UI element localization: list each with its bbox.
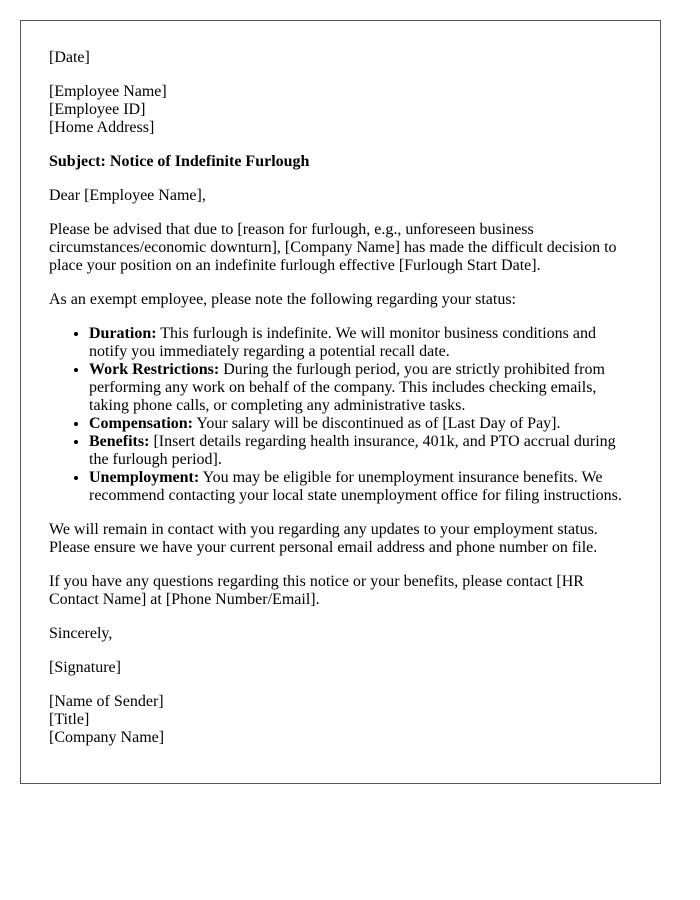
list-item xyxy=(89,469,632,505)
item-text: During the furlough period, you are strictly prohibited from performing any work on behalf of the company. This includes checking emails, taking phone calls, or completing any administrative tasks. xyxy=(89,361,605,414)
salutation: Dear [Employee Name], xyxy=(49,187,206,204)
list-item xyxy=(89,415,632,433)
subject-line xyxy=(49,153,632,171)
sender-block xyxy=(49,693,632,747)
closing: Sincerely, xyxy=(49,625,113,642)
sender-title: [Title] xyxy=(49,711,90,728)
item-text: You may be eligible for unemployment insurance benefits. We recommend contacting your local state unemployment office for filing instructions. xyxy=(89,469,622,504)
list-intro: As an exempt employee, please note the following regarding your status: xyxy=(49,291,516,308)
recipient-block xyxy=(49,83,632,137)
item-text: [Insert details regarding health insurance, 401k, and PTO accrual during the furlough period]. xyxy=(89,433,616,468)
signature: [Signature] xyxy=(49,659,121,676)
intro-paragraph: Please be advised that due to [reason for furlough, e.g., unforeseen business circumstances/economic downturn], [Company Name] has made the difficult decision to place your position on an indefinite furlough effective [Furlough Start Date]. xyxy=(49,221,617,274)
contact-paragraph: We will remain in contact with you regarding any updates to your employment status. Please ensure we have your current personal email address and phone number on file. xyxy=(49,521,598,556)
item-label: Duration: xyxy=(89,325,157,342)
furlough-letter xyxy=(20,20,661,784)
date: [Date] xyxy=(49,49,90,66)
list-item xyxy=(89,325,632,361)
item-label: Work Restrictions: xyxy=(89,361,220,378)
subject-text: Subject: Notice of Indefinite Furlough xyxy=(49,153,310,170)
questions-paragraph: If you have any questions regarding this notice or your benefits, please contact [HR Contact Name] at [Phone Number/Email]. xyxy=(49,573,584,608)
sender-company: [Company Name] xyxy=(49,729,165,746)
list-item xyxy=(89,361,632,415)
status-list xyxy=(49,325,632,505)
recipient-name: [Employee Name] xyxy=(49,83,167,100)
recipient-id: [Employee ID] xyxy=(49,101,146,118)
item-text: This furlough is indefinite. We will monitor business conditions and notify you immediately regarding a potential recall date. xyxy=(89,325,596,360)
item-label: Compensation: xyxy=(89,415,194,432)
item-label: Unemployment: xyxy=(89,469,200,486)
item-label: Benefits: xyxy=(89,433,150,450)
recipient-address: [Home Address] xyxy=(49,119,155,136)
item-text: Your salary will be discontinued as of [Last Day of Pay]. xyxy=(193,415,561,432)
list-item xyxy=(89,433,632,469)
sender-name: [Name of Sender] xyxy=(49,693,164,710)
